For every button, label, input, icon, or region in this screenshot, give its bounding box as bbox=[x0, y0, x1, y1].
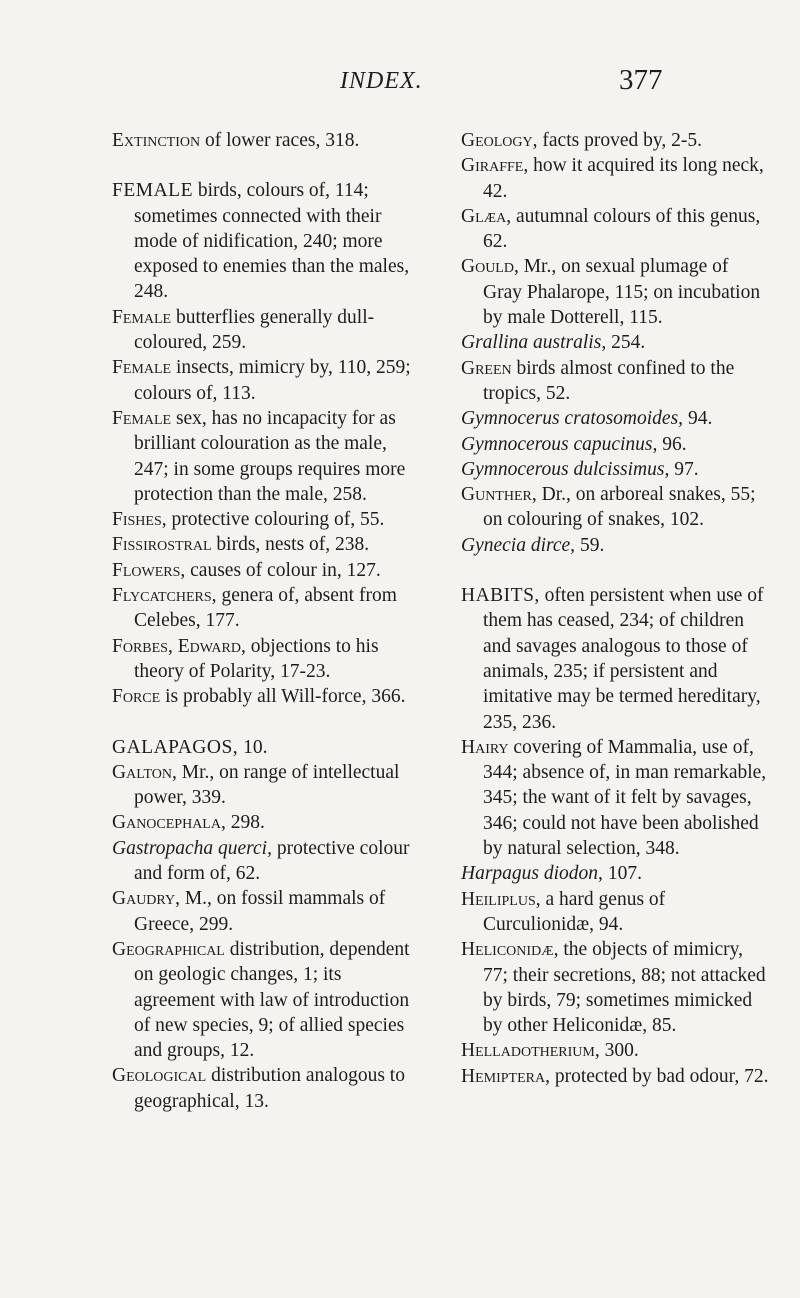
index-entry bbox=[112, 305, 417, 356]
entry-species-name: Gymnocerus cratosomoides, bbox=[461, 408, 684, 430]
index-entry bbox=[461, 937, 771, 1038]
entry-text: 254. bbox=[606, 332, 646, 354]
entry-text: protective colouring of, 55. bbox=[166, 509, 385, 531]
entry-text: protective colour and form of, 62. bbox=[134, 837, 410, 885]
entry-headword: Heliconidæ, bbox=[461, 939, 559, 961]
entry-text: 59. bbox=[575, 534, 605, 556]
entry-species-name: Gastropacha querci, bbox=[112, 837, 272, 859]
index-entry bbox=[112, 1063, 417, 1114]
entry-headword: Green bbox=[461, 357, 512, 379]
entry-text: birds almost confined to the tropics, 52. bbox=[483, 357, 735, 404]
entry-text: Dr., on arboreal snakes, 55; on colouring of snakes, 102. bbox=[483, 484, 756, 531]
entry-headword: Hairy bbox=[461, 736, 509, 758]
entry-text: insects, mimicry by, 110, 259; colours of, 113. bbox=[134, 357, 411, 404]
running-title: INDEX. bbox=[340, 68, 423, 94]
entry-headword: Galton, bbox=[112, 761, 177, 783]
index-entry bbox=[461, 406, 771, 431]
index-column-right bbox=[461, 128, 771, 1089]
index-entry bbox=[112, 735, 417, 760]
entry-headword: FEMALE bbox=[112, 180, 193, 202]
entry-headword: Forbes, Edward, bbox=[112, 635, 246, 657]
entry-text: 300. bbox=[599, 1040, 639, 1062]
entry-headword: Flowers, bbox=[112, 559, 186, 581]
index-entry bbox=[112, 532, 417, 557]
entry-headword: Heiliplus, bbox=[461, 888, 541, 910]
entry-headword: Fishes, bbox=[112, 509, 167, 531]
index-entry bbox=[461, 887, 771, 938]
index-entry bbox=[112, 128, 417, 153]
entry-headword: Gunther, bbox=[461, 484, 537, 506]
entry-headword: Hemiptera, bbox=[461, 1065, 550, 1087]
page-header bbox=[0, 64, 800, 104]
entry-headword: Female bbox=[112, 407, 172, 429]
entry-text: birds, nests of, 238. bbox=[211, 534, 370, 556]
entry-text: objections to his theory of Polarity, 17-23. bbox=[134, 635, 379, 682]
entry-text: Mr., on sexual plumage of Gray Phalarope, 115; on incubation by male Dotterell, 115. bbox=[483, 256, 761, 329]
entry-species-name: Gymnocerous dulcissimus, bbox=[461, 458, 670, 480]
entry-text: protected by bad odour, 72. bbox=[549, 1065, 769, 1087]
entry-text: of lower races, 318. bbox=[200, 130, 360, 151]
entry-text: sex, has no incapacity for as brilliant colouration as the male, 247; in some groups requires more protection than the male, 258. bbox=[134, 407, 406, 505]
entry-gap bbox=[112, 710, 417, 735]
index-entry bbox=[112, 634, 417, 685]
entry-text: 97. bbox=[669, 458, 699, 480]
index-entry bbox=[112, 178, 417, 304]
entry-headword: Geological bbox=[112, 1065, 207, 1087]
entry-gap bbox=[461, 558, 771, 583]
entry-text: 107. bbox=[602, 863, 642, 885]
entry-text: distribution analogous to geographical, 13. bbox=[134, 1065, 405, 1112]
index-entry bbox=[461, 482, 771, 533]
entry-headword: Giraffe, bbox=[461, 155, 529, 177]
index-entry bbox=[112, 558, 417, 583]
entry-text: how it acquired its long neck, 42. bbox=[483, 155, 764, 202]
index-entry bbox=[112, 406, 417, 507]
page-number: 377 bbox=[619, 64, 663, 96]
entry-text: covering of Mammalia, use of, 344; absence of, in man remarkable, 345; the want of it felt by savages, 346; could not have been abolished by natural selection, 348. bbox=[483, 736, 767, 860]
entry-headword: Geology, bbox=[461, 130, 538, 151]
index-entry bbox=[112, 355, 417, 406]
index-entry bbox=[112, 507, 417, 532]
entry-text: Mr., on range of intellectual power, 339. bbox=[134, 761, 400, 809]
index-entry bbox=[461, 583, 771, 735]
entry-headword: Force bbox=[112, 686, 161, 708]
index-entry bbox=[461, 432, 771, 457]
entry-headword: Gould, bbox=[461, 256, 519, 278]
entry-text: 298. bbox=[225, 812, 265, 834]
entry-text: a hard genus of Curculionidæ, 94. bbox=[483, 888, 666, 935]
index-entry bbox=[461, 861, 771, 886]
entry-text: genera of, absent from Celebes, 177. bbox=[134, 585, 397, 632]
entry-text: facts proved by, 2-5. bbox=[537, 130, 702, 151]
entry-text: butterflies generally dull-coloured, 259. bbox=[134, 306, 375, 354]
index-entry bbox=[112, 583, 417, 634]
index-entry bbox=[461, 254, 771, 330]
index-entry bbox=[112, 760, 417, 811]
index-entry bbox=[112, 684, 417, 709]
index-entry bbox=[112, 937, 417, 1063]
index-entry bbox=[461, 735, 771, 861]
entry-text: often persistent when use of them has ceased, 234; of children and savages analogous to those of animals, 235; if persistent and imitative may be termed hereditary, 235, 236. bbox=[483, 585, 764, 733]
index-entry bbox=[461, 153, 771, 204]
index-entry bbox=[461, 330, 771, 355]
index-entry bbox=[461, 204, 771, 255]
entry-text: 94. bbox=[683, 408, 713, 430]
entry-text: 10. bbox=[238, 736, 268, 758]
index-entry bbox=[461, 356, 771, 407]
entry-headword: Geographical bbox=[112, 938, 225, 960]
entry-headword: Flycatchers, bbox=[112, 585, 217, 607]
entry-gap bbox=[112, 153, 417, 178]
entry-text: the objects of mimicry, 77; their secretions, 88; not attacked by birds, 79; sometimes mimicked by other Heliconidæ, 85. bbox=[483, 939, 766, 1037]
index-entry bbox=[112, 836, 417, 887]
entry-text: is probably all Will-force, 366. bbox=[160, 686, 406, 708]
entry-headword: Extinction bbox=[112, 130, 201, 151]
entry-text: autumnal colours of this genus, 62. bbox=[483, 205, 761, 253]
index-entry bbox=[112, 886, 417, 937]
entry-text: birds, colours of, 114; sometimes connected with their mode of nidification, 240; more exposed to enemies than the males, 248. bbox=[134, 180, 410, 303]
index-column-left bbox=[112, 128, 417, 1114]
entry-headword: Helladotherium, bbox=[461, 1040, 600, 1062]
entry-species-name: Gynecia dirce, bbox=[461, 534, 576, 556]
entry-headword: Fissirostral bbox=[112, 534, 212, 556]
entry-headword: Gaudry, bbox=[112, 888, 180, 910]
entry-species-name: Harpagus diodon, bbox=[461, 863, 603, 885]
index-entry bbox=[461, 1064, 771, 1089]
entry-species-name: Grallina australis, bbox=[461, 332, 607, 354]
entry-text: M., on fossil mammals of Greece, 299. bbox=[134, 888, 386, 935]
entry-headword: HABITS, bbox=[461, 585, 540, 607]
entry-species-name: Gymnocerous capucinus, bbox=[461, 433, 658, 455]
index-entry bbox=[112, 810, 417, 835]
index-entry bbox=[461, 1038, 771, 1063]
entry-text: 96. bbox=[657, 433, 687, 455]
index-entry bbox=[461, 128, 771, 153]
index-entry bbox=[461, 457, 771, 482]
entry-headword: Glæa, bbox=[461, 205, 512, 227]
entry-headword: GALAPAGOS, bbox=[112, 736, 239, 758]
entry-headword: Ganocephala, bbox=[112, 812, 226, 834]
entry-text: distribution, dependent on geologic changes, 1; its agreement with law of introduction of new species, 9; of allied species and groups, 12. bbox=[134, 938, 410, 1062]
index-entry bbox=[461, 533, 771, 558]
entry-headword: Female bbox=[112, 357, 172, 379]
entry-text: causes of colour in, 127. bbox=[185, 559, 381, 581]
entry-headword: Female bbox=[112, 306, 172, 328]
